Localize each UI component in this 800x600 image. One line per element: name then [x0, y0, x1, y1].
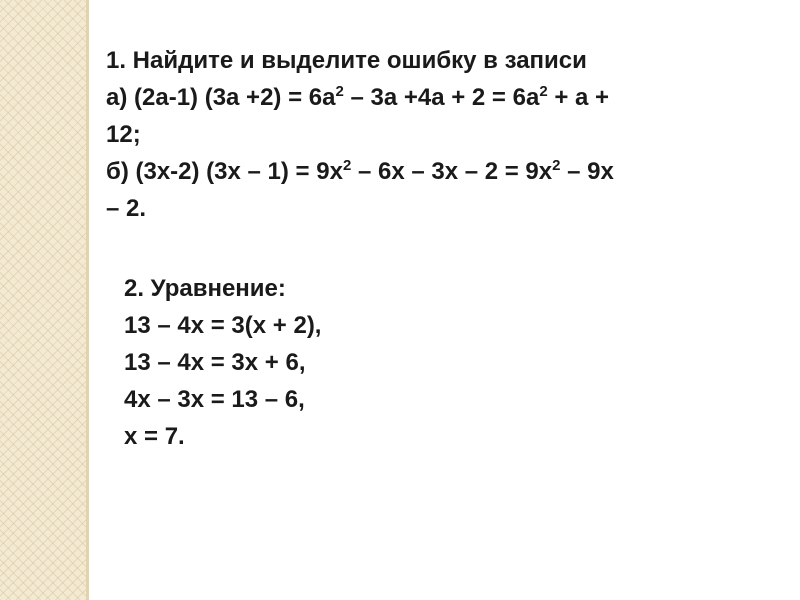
- equation-b-exponent-1: 2: [342, 157, 352, 174]
- task-1-equation-b: [106, 153, 786, 190]
- equation-a-part-2: – 3а +4а + 2 = 6а: [343, 84, 540, 111]
- task-2-block: [124, 270, 724, 455]
- task-1-equation-a: [106, 79, 786, 116]
- equation-b-part-1: б) (3х-2) (3х – 1) = 9х: [106, 158, 343, 185]
- task-1-block: [106, 42, 786, 227]
- equation-a-exponent-1: 2: [335, 83, 344, 100]
- task-1-title: 1. Найдите и выделите ошибку в записи: [106, 47, 587, 74]
- equation-a-exponent-2: 2: [539, 83, 548, 100]
- equation-b-exponent-2: 2: [552, 157, 561, 174]
- task-2-title: 2. Уравнение:: [124, 275, 286, 302]
- task-2-step: 13 – 4х = 3(х + 2),: [124, 312, 322, 339]
- task-2-step: 4х – 3х = 13 – 6,: [124, 386, 305, 413]
- task-1-equation-a-continuation: 12;: [106, 121, 141, 148]
- task-2-step: 13 – 4х = 3х + 6,: [124, 349, 306, 376]
- decorative-side-stripe: [0, 0, 86, 600]
- equation-a-part-1: а) (2а-1) (3а +2) = 6а: [106, 84, 336, 111]
- equation-b-part-3: – 9х: [560, 158, 614, 185]
- stripe-edge-line: [86, 0, 89, 600]
- equation-b-part-2: – 6х – 3х – 2 = 9х: [351, 158, 553, 185]
- equation-a-part-3: + а +: [547, 84, 610, 111]
- task-1-equation-b-continuation: – 2.: [106, 195, 147, 222]
- task-2-result: х = 7.: [124, 423, 185, 450]
